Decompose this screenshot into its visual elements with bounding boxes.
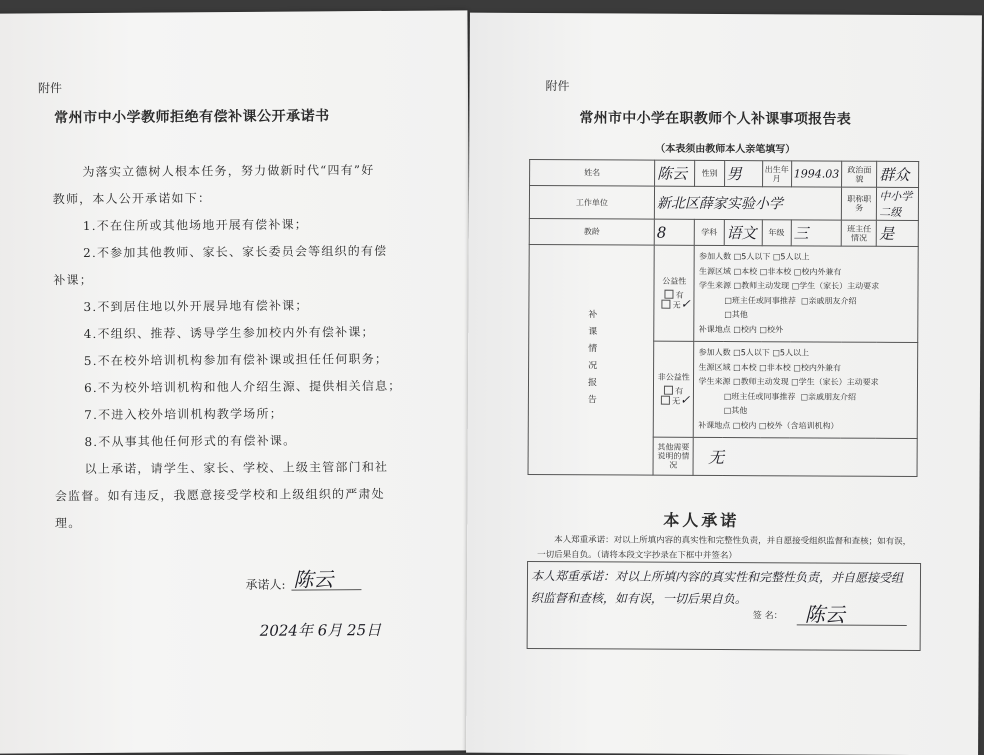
public-option-line: 补课地点 □校内 □校外 (698, 324, 783, 334)
signer-label: 承诺人: (245, 577, 286, 592)
public-label: 公益性 (662, 276, 687, 286)
age-label: 教龄 (529, 218, 654, 245)
nonpublic-option-line: □其他 (698, 405, 748, 416)
pledge-line: 为落实立德树人根本任务，努力做新时代“四有”好 (82, 162, 375, 180)
birth-label: 出生年月 (762, 161, 791, 187)
has-label: 有 (675, 290, 684, 300)
public-option-line: 学生来源 □教师主动发现 □学生（家长）主动要求 (698, 280, 880, 291)
pledge-line: 理。 (54, 516, 82, 531)
public-option-line: 参加人数 □5人以下 □5人以上 (699, 251, 810, 262)
pledge-line: 6.不为校外培训机构和他人介绍生源、提供相关信息； (83, 378, 402, 396)
attachment-label: 附件 (545, 79, 570, 94)
pledge-line: 补课； (53, 272, 93, 288)
attachment-label: 附件 (37, 81, 63, 96)
public-cell (654, 245, 695, 341)
nonpublic-option-line: 学生来源 □教师主动发现 □学生（家长）主动要求 (698, 376, 879, 387)
pledge-line: 4.不组织、推荐、诱导学生参加校内外有偿补课； (83, 324, 375, 342)
politics-label: 政治面貌 (842, 161, 877, 187)
nonpublic-has-checkbox[interactable] (664, 386, 673, 395)
subject-value: 语文 (724, 219, 762, 245)
signer-signature: 陈云 (293, 567, 334, 592)
report-title: 常州市中小学在职教师个人补课事项报告表 (579, 110, 852, 128)
pledge-line: 3.不到居住地以外开展异地有偿补课； (83, 298, 309, 315)
unit-value: 新北区薛家实验小学 (654, 186, 841, 220)
pledge-line: 会监督。如有违反，我愿意接受学校和上级组织的严肃处 (54, 486, 385, 504)
public-options (694, 245, 918, 342)
pledge-title: 常州市中小学教师拒绝有偿补课公开承诺书 (54, 108, 330, 127)
nonpublic-option-line: 补课地点 □校内 □校外（含培训机构） (698, 420, 839, 431)
gender-value: 男 (724, 160, 762, 186)
promise-title: 本人承诺 (663, 510, 740, 531)
pledge-line: 7.不进入校外培训机构教学场所； (84, 406, 283, 423)
grade-label: 年级 (762, 220, 791, 246)
check-mark-icon: ✓ (680, 392, 691, 407)
nonpublic-option-line: 参加人数 □5人以下 □5人以上 (698, 347, 810, 358)
name-value: 陈云 (655, 160, 696, 186)
pledge-line: 教师，本人公开承诺如下： (52, 191, 212, 207)
public-option-line: 生源区域 □本校 □非本校 □校内外兼有 (699, 266, 842, 277)
has-label: 有 (675, 386, 684, 396)
headteacher-label: 班主任情况 (841, 220, 876, 246)
title-value: 中小学二级 (877, 187, 919, 220)
none-label: 无 (672, 300, 681, 310)
nonpublic-options (694, 341, 918, 438)
gender-label: 性别 (695, 160, 724, 186)
none-label: 无 (672, 396, 681, 406)
left-page (0, 10, 473, 753)
sign-signature: 陈云 (804, 602, 845, 627)
check-mark-icon: ✓ (680, 296, 691, 311)
promise-handwritten: 本人郑重承诺：对以上所填内容的真实性和完整性负责，并自愿接受组织监督和查核，如有误，一切后果自负。 (530, 568, 904, 607)
pledge-line: 1.不在住所或其他场地开展有偿补课； (82, 217, 309, 234)
name-label: 姓名 (530, 159, 655, 186)
subject-label: 学科 (695, 219, 724, 245)
pledge-line: 8.不从事其他任何形式的有偿补课。 (84, 433, 297, 450)
nonpublic-none-checkbox[interactable] (661, 396, 670, 405)
headteacher-value: 是 (877, 220, 919, 246)
politics-value: 群众 (877, 161, 919, 187)
nonpublic-label: 非公益性 (657, 372, 690, 382)
signed-date: 2024年 6月 25日 (259, 620, 382, 640)
pledge-line: 2.不参加其他教师、家长、家长委员会等组织的有偿 (83, 243, 388, 261)
public-option-line: □班主任或同事推荐 □亲戚朋友介绍 (698, 295, 857, 306)
public-none-checkbox[interactable] (662, 300, 671, 309)
nonpublic-option-line: 生源区域 □本校 □非本校 □校内外兼有 (698, 362, 841, 373)
report-form (528, 159, 920, 477)
section-label: 补课情况报告 (528, 244, 654, 475)
promise-text: 本人郑重承诺：对以上所填内容的真实性和完整性负责，并自愿接受组织监督和查核；如有误，一切后果自负。（请将本段文字抄录在下框中并签名） (537, 535, 912, 562)
report-note: （本表须由教师本人亲笔填写） (655, 143, 796, 156)
nonpublic-cell (653, 341, 694, 437)
unit-label: 工作单位 (529, 185, 654, 219)
other-label: 其他需要说明的情况 (653, 437, 694, 475)
pledge-line: 以上承诺，请学生、家长、学校、上级主管部门和社 (84, 459, 389, 477)
pledge-line: 5.不在校外培训机构参加有偿补课或担任任何职务； (83, 351, 389, 369)
birth-value: 1994.03 (791, 161, 842, 187)
right-page (466, 13, 982, 755)
other-value: 无 (693, 437, 917, 476)
public-option-line: □其他 (698, 309, 748, 320)
age-value: 8 (654, 219, 695, 245)
nonpublic-option-line: □班主任或同事推荐 □亲戚朋友介绍 (698, 391, 857, 402)
public-has-checkbox[interactable] (665, 290, 674, 299)
sign-label: 签 名： (752, 611, 783, 622)
title-label: 职称职务 (842, 187, 877, 220)
grade-value: 三 (791, 220, 842, 246)
